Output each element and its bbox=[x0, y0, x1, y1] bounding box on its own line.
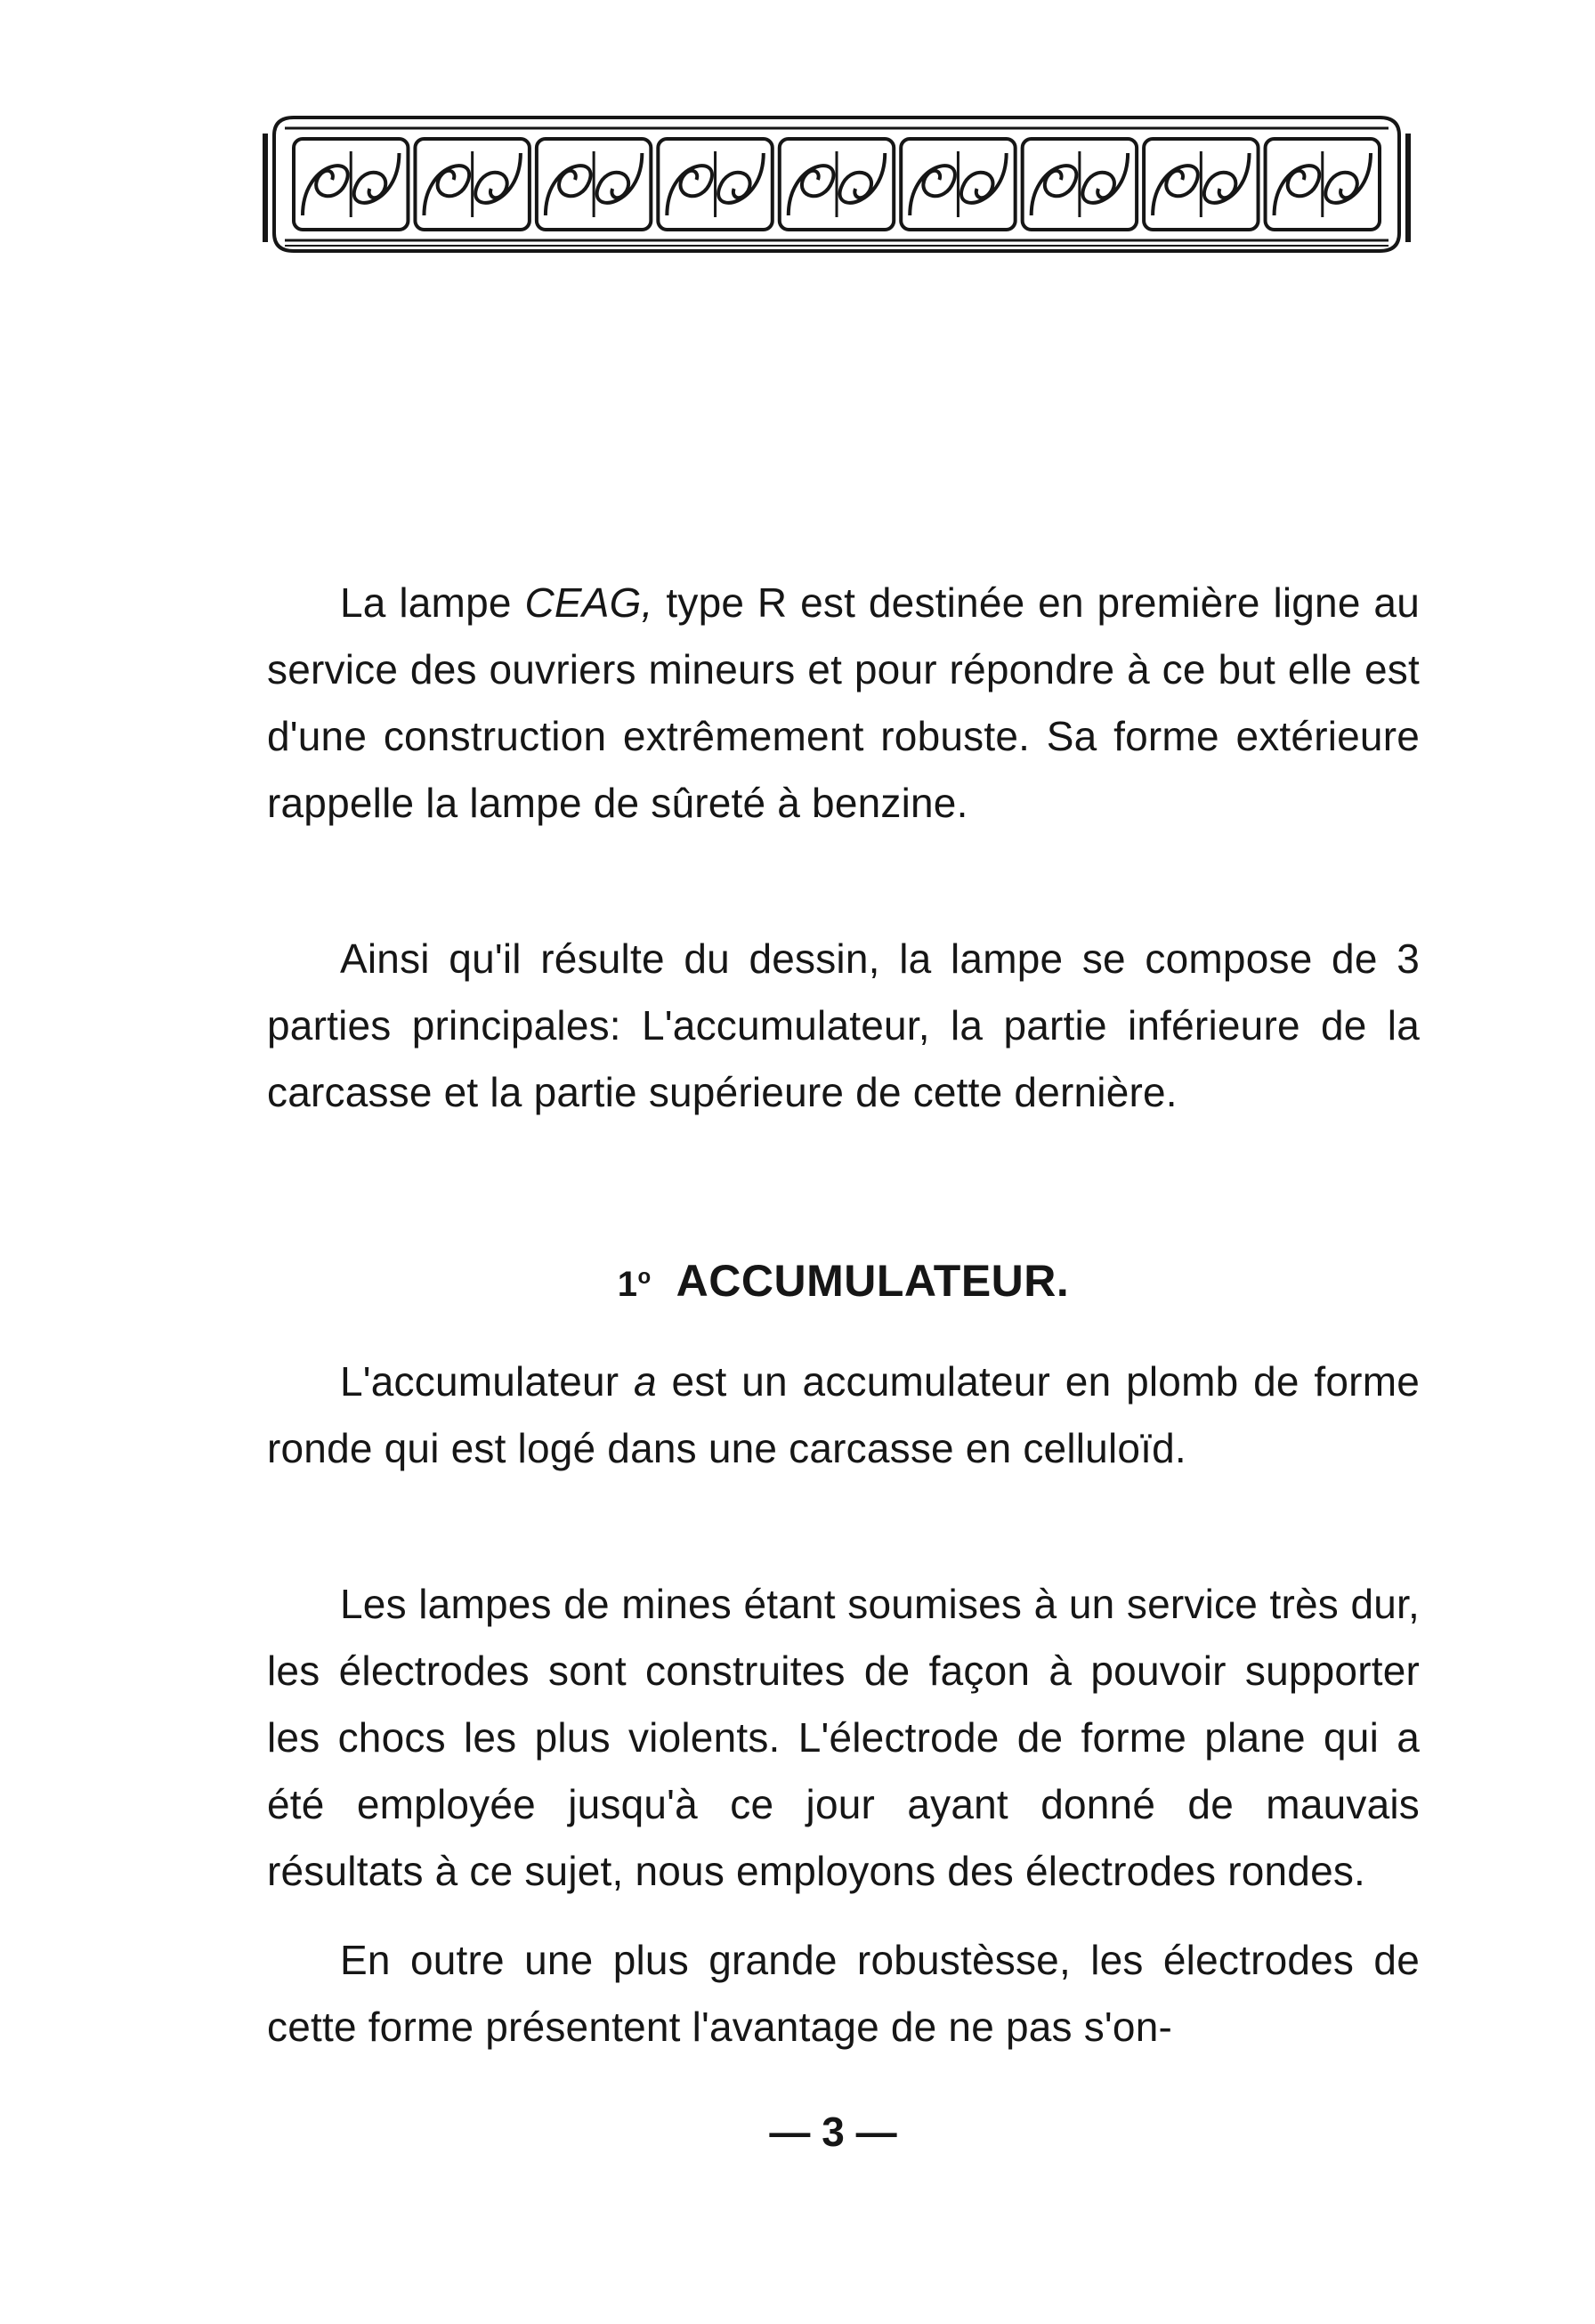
italic-run: CEAG, bbox=[524, 579, 653, 626]
ornament-motif bbox=[415, 139, 529, 230]
page-number: — 3 — bbox=[769, 2109, 897, 2155]
paragraph-electrodes bbox=[267, 1571, 1420, 1905]
text-run: type R est destinée en première ligne au service des ouvriers mineurs et pour répondre à ce but elle est d'une construction extrêmement robuste. Sa forme extérieure rappelle la lampe de sûreté à benzine. bbox=[267, 579, 1420, 826]
section-number bbox=[618, 1265, 652, 1304]
section-heading bbox=[267, 1246, 1420, 1316]
ornament-motif bbox=[1023, 139, 1137, 230]
section-number-digit: 1 bbox=[617, 1265, 638, 1304]
paragraph-accumulator bbox=[267, 1348, 1420, 1482]
ornament-motif bbox=[537, 139, 651, 230]
paragraph-text bbox=[267, 570, 1420, 837]
text-run: La lampe bbox=[340, 579, 525, 626]
section-title: ACCUMULATEUR. bbox=[676, 1256, 1070, 1306]
ornament-motif bbox=[780, 139, 894, 230]
ornament-motif bbox=[901, 139, 1015, 230]
text-run: est un accumulateur en plomb de forme ronde qui est logé dans une carcasse en celluloïd. bbox=[267, 1358, 1420, 1471]
paragraph-text: Ainsi qu'il résulte du dessin, la lampe se compose de 3 parties principales: L'accumulateur, la partie inférieure de la carcasse et la partie supérieure de cette dernière. bbox=[267, 935, 1420, 1115]
ornament-motif bbox=[658, 139, 772, 230]
ornament-motif bbox=[294, 139, 408, 230]
text-run: L'accumulateur bbox=[340, 1358, 635, 1405]
italic-run: a bbox=[634, 1358, 657, 1405]
decorative-header-border bbox=[258, 109, 1415, 260]
paragraph-text: En outre une plus grande robustèsse, les électrodes de cette forme présentent l'avantage de ne pas s'on- bbox=[267, 1937, 1420, 2050]
ornament-motif bbox=[1266, 139, 1380, 230]
paragraph-intro bbox=[267, 570, 1420, 837]
paragraph-robustness bbox=[267, 1927, 1420, 2061]
ornament-motif bbox=[1144, 139, 1258, 230]
paragraph-composition bbox=[267, 926, 1420, 1126]
paragraph-text bbox=[267, 1348, 1420, 1482]
section-ordinal-mark: o bbox=[637, 1265, 652, 1289]
paragraph-text: Les lampes de mines étant soumises à un service très dur, les électrodes sont construites de façon à pouvoir supporter les chocs les plus violents. L'électrode de forme plane qui a été employée jusqu'à ce jour ayant donné de mauvais résultats à ce sujet, nous employons des électrodes rondes. bbox=[267, 1581, 1420, 1894]
